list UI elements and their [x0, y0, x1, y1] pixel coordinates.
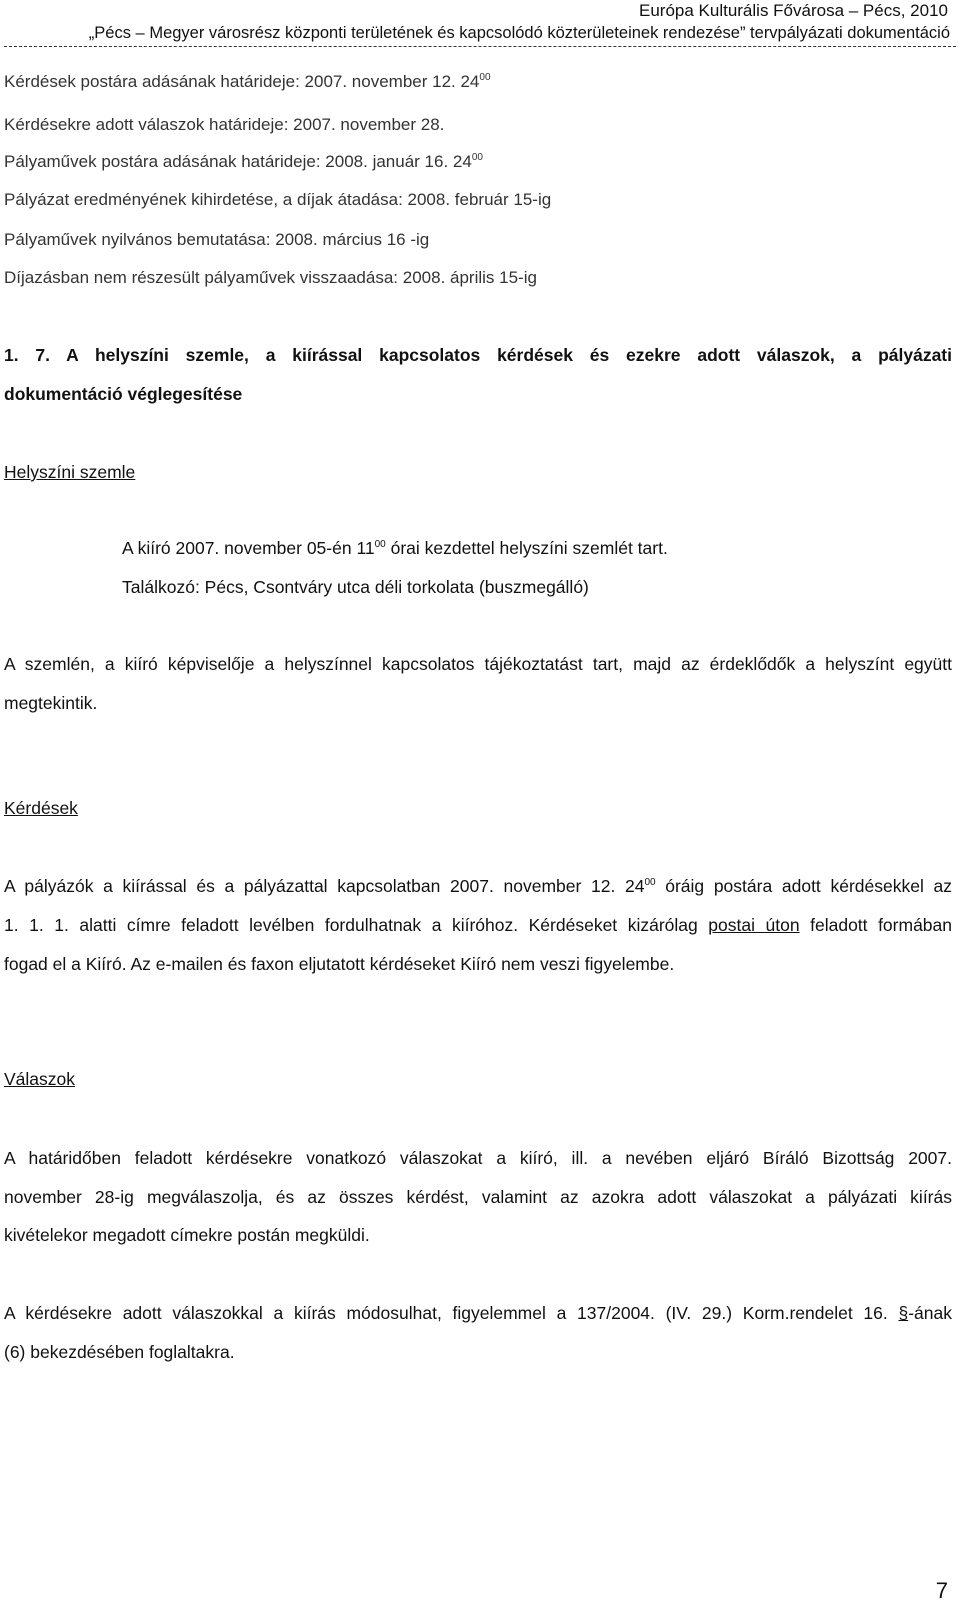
questions-line-3: fogad el a Kiíró. Az e-mailen és faxon eljutatott kérdéseket Kiíró nem veszi figyelembe.	[4, 954, 675, 974]
answers-para1-line2: november 28-ig megválaszolja, és az összes kérdést, valamint az azokra adott válaszokat a pályázati kiírás	[4, 1187, 952, 1207]
answers-title: Válaszok	[4, 1069, 76, 1089]
site-visit-paragraph-cont: megtekintik.	[4, 693, 98, 713]
questions-title: Kérdések	[4, 798, 78, 818]
schedule-item-exhibition: Pályaművek nyilvános bemutatása: 2008. március 16 -ig	[4, 230, 430, 249]
schedule-item-submission-deadline: Pályaművek postára adásának határideje: 2008. január 16. $24^{00}$	[4, 152, 483, 171]
page-number: 7	[935, 1578, 948, 1603]
schedule-item-answers-deadline: Kérdésekre adott válaszok határideje: 2007. november 28.	[4, 115, 445, 134]
postal-route-text: postai úton	[708, 915, 800, 935]
header-divider	[4, 46, 956, 47]
section-heading-cont: dokumentáció véglegesítése	[4, 384, 243, 404]
answers-para1-line3: kivételekor megadott címekre postán megküldi.	[4, 1225, 370, 1245]
site-visit-paragraph: A szemlén, a kiíró képviselője a helyszínnel kapcsolatos tájékoztatást tart, majd az érdeklődők a helyszínt együtt	[4, 654, 952, 674]
site-visit-title: Helyszíni szemle	[4, 462, 136, 482]
site-visit-date: A kiíró 2007. november 05-én $11^{00}$ órai kezdettel helyszíni szemlét tart.	[122, 538, 668, 558]
answers-para1-line1: A határidőben feladott kérdésekre vonatkozó válaszokat a kiíró, ill. a nevében eljáró Bíráló Bizottság 2007.	[4, 1148, 952, 1168]
questions-line-1: A pályázók a kiírással és a pályázattal kapcsolatban 2007. november 12. $24^{00}$ óráig postára adott kérdésekkel az	[4, 876, 952, 896]
questions-line-2: 1. 1. 1. alatti címre feladott levélben fordulhatnak a kiíróhoz. Kérdéseket kizárólag postai úton feladott formában	[4, 915, 952, 935]
schedule-item-results: Pályázat eredményének kihirdetése, a díjak átadása: 2008. február 15-ig	[4, 190, 552, 209]
section-sign: §	[898, 1303, 909, 1323]
header-title: Európa Kulturális Fővárosa – Pécs, 2010	[638, 1, 948, 20]
site-visit-meeting-point: Találkozó: Pécs, Csontváry utca déli torkolata (buszmegálló)	[122, 577, 589, 597]
schedule-item-return: Díjazásban nem részesült pályaművek visszaadása: 2008. április 15-ig	[4, 268, 537, 287]
header-subtitle: „Pécs – Megyer városrész központi területének és kapcsolódó közterületeinek rendezése” tervpályázati dokumentáció	[88, 24, 950, 42]
answers-para2-line1: A kérdésekre adott válaszokkal a kiírás módosulhat, figyelemmel a 137/2004. (IV. 29.) Korm.rendelet 16. §-ának	[4, 1303, 952, 1323]
section-heading: 1. 7. A helyszíni szemle, a kiírással kapcsolatos kérdések és ezekre adott válaszok, a pályázati	[4, 345, 952, 365]
answers-para2-line2: (6) bekezdésében foglaltakra.	[4, 1342, 235, 1362]
schedule-item-questions-deadline: Kérdések postára adásának határideje: 2007. november 12. $24^{00}$	[4, 72, 491, 91]
